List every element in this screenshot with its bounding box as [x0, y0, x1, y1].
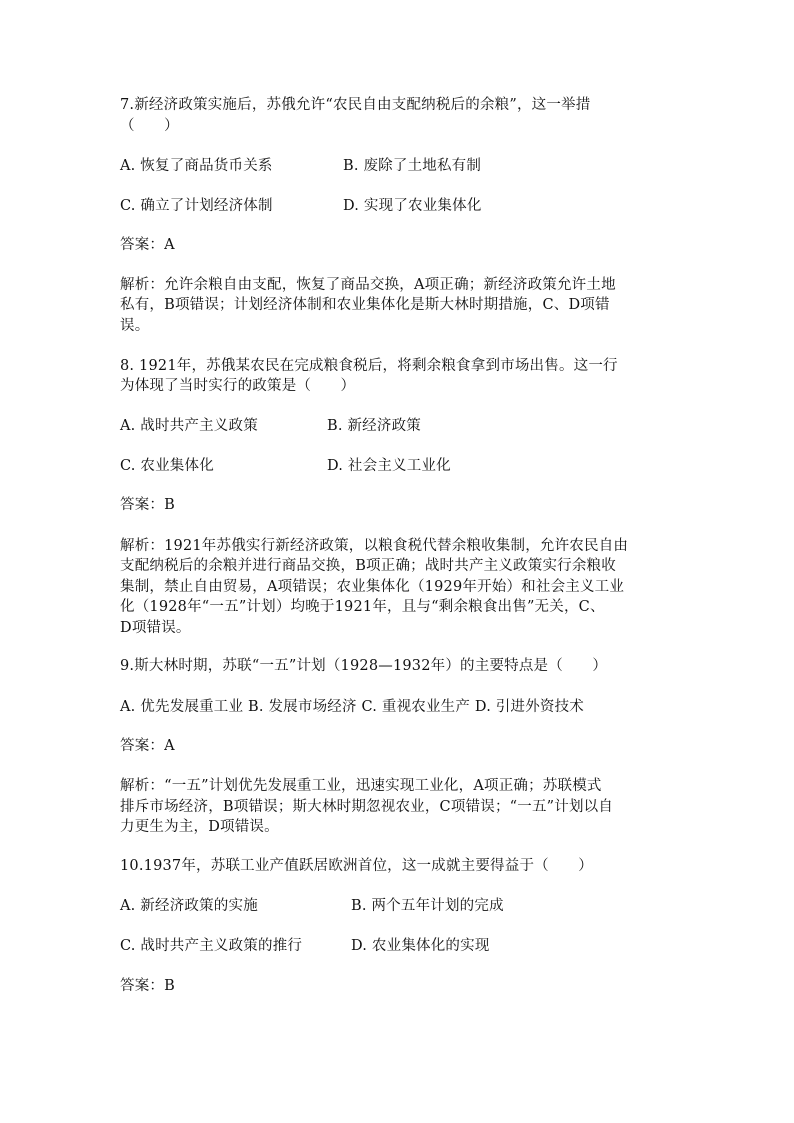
question-7-stem-line-1: 7.新经济政策实施后，苏俄允许“农民自由支配纳税后的余粮”，这一举措 — [120, 97, 591, 113]
question-9-analysis-line-1: 解析：“一五”计划优先发展重工业，迅速实现工业化，A项正确；苏联模式 — [120, 778, 602, 794]
question-10-option-c: C. 战时共产主义政策的推行 — [120, 938, 303, 954]
question-8-analysis-line-3: 集制，禁止自由贸易，A项错误；农业集体化（1929年开始）和社会主义工业 — [120, 579, 625, 595]
question-7-analysis-line-2: 私有，B项错误；计划经济体制和农业集体化是斯大林时期措施，C、D项错 — [120, 297, 610, 313]
question-8-option-b: B. 新经济政策 — [327, 418, 421, 434]
question-7-option-c: C. 确立了计划经济体制 — [120, 198, 273, 214]
question-10-option-b: B. 两个五年计划的完成 — [351, 898, 504, 914]
question-9-analysis-line-3: 力更生为主，D项错误。 — [120, 819, 279, 835]
question-8-stem-line-2: 为体现了当时实行的政策是（ ） — [120, 378, 356, 394]
question-8-analysis-line-4: 化（1928年“一五”计划）均晚于1921年，且与“剩余粮食出售”无关，C、 — [120, 599, 605, 615]
question-9-analysis-line-2: 排斥市场经济，B项错误；斯大林时期忽视农业，C项错误；“一五”计划以自 — [120, 799, 614, 815]
question-9-options: A. 优先发展重工业 B. 发展市场经济 C. 重视农业生产 D. 引进外资技术 — [120, 699, 585, 715]
question-8-stem-line-1: 8. 1921年，苏俄某农民在完成粮食税后，将剩余粮食拿到市场出售。这一行 — [120, 358, 618, 374]
question-7-stem-line-2: （ ） — [120, 118, 179, 134]
question-7-option-d: D. 实现了农业集体化 — [343, 198, 482, 214]
question-10-answer: 答案：B — [120, 978, 175, 994]
question-8-analysis-line-1: 解析：1921年苏俄实行新经济政策，以粮食税代替余粮收集制，允许农民自由 — [120, 538, 629, 554]
question-8-option-a: A. 战时共产主义政策 — [120, 418, 258, 434]
question-8-option-c: C. 农业集体化 — [120, 458, 214, 474]
question-10-stem: 10.1937年，苏联工业产值跃居欧洲首位，这一成就主要得益于（ ） — [120, 858, 593, 874]
question-7-analysis-line-3: 误。 — [120, 318, 150, 334]
question-8-analysis-line-5: D项错误。 — [120, 620, 191, 636]
question-8-analysis-line-2: 支配纳税后的余粮并进行商品交换，B项正确；战时共产主义政策实行余粮收 — [120, 558, 616, 574]
question-10-option-a: A. 新经济政策的实施 — [120, 898, 258, 914]
question-7-analysis-line-1: 解析：允许余粮自由支配，恢复了商品交换，A项正确；新经济政策允许土地 — [120, 277, 616, 293]
question-7-option-a: A. 恢复了商品货币关系 — [120, 158, 273, 174]
question-10-option-d: D. 农业集体化的实现 — [351, 938, 490, 954]
question-7-answer: 答案：A — [120, 237, 175, 253]
question-7-option-b: B. 废除了土地私有制 — [343, 158, 482, 174]
question-9-answer: 答案：A — [120, 738, 175, 754]
question-8-option-d: D. 社会主义工业化 — [327, 458, 451, 474]
question-8-answer: 答案：B — [120, 497, 175, 513]
question-9-stem: 9.斯大林时期，苏联“一五”计划（1928—1932年）的主要特点是（ ） — [120, 658, 608, 674]
